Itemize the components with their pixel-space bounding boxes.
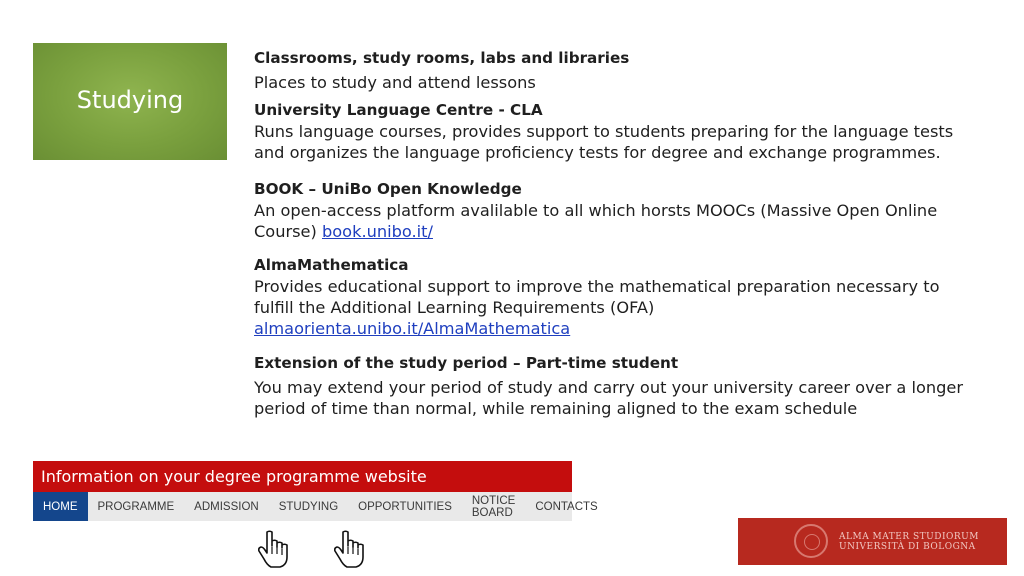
studying-title-box	[33, 43, 227, 160]
block-text: Provides educational support to improve the mathematical preparation necessary to fulfill the Additional Learning Requirements (OFA)	[254, 277, 940, 317]
nav-studying[interactable]: STUDYING	[278, 500, 339, 513]
seal-icon	[794, 524, 828, 558]
logo-text	[839, 532, 979, 552]
block-title: AlmaMathematica	[254, 256, 409, 274]
nav-admission[interactable]: ADMISSION	[194, 500, 259, 513]
block-text: Runs language courses, provides support to students preparing for the language tests and organizes the language proficiency tests for degree and exchange programmes.	[254, 122, 954, 162]
logo-line-2: UNIVERSITÀ DI BOLOGNA	[839, 541, 976, 552]
degree-website-header: Information on your degree programme website	[33, 461, 572, 492]
content-area	[254, 48, 984, 419]
nav-notice-board[interactable]: NOTICE BOARD	[471, 494, 516, 519]
almamathematica-link[interactable]: almaorienta.unibo.it/AlmaMathematica	[254, 319, 571, 338]
degree-website-box	[33, 461, 598, 521]
block-book	[254, 179, 984, 242]
block-part-time	[254, 353, 984, 419]
block-classrooms	[254, 48, 984, 93]
block-title: Classrooms, study rooms, labs and libraries	[254, 49, 630, 67]
nav-programme[interactable]: PROGRAMME	[97, 500, 175, 513]
block-text-body: An open-access platform avalilable to all which horsts MOOCs (Massive Open Online Course)	[254, 201, 938, 241]
block-text: Places to study and attend lessons	[254, 73, 536, 92]
studying-title: Studying	[76, 85, 184, 114]
block-almamathematica	[254, 255, 984, 339]
pointer-hand-icon	[258, 530, 288, 568]
block-cla	[254, 100, 984, 163]
block-text: You may extend your period of study and carry out your university career over a longer period of time than normal, while remaining aligned to the exam schedule	[254, 378, 964, 418]
nav-home[interactable]: HOME	[33, 492, 88, 521]
block-title: University Language Centre - CLA	[254, 101, 543, 119]
block-text	[254, 200, 984, 242]
block-title: Extension of the study period – Part-time student	[254, 354, 679, 372]
unibo-logo	[738, 518, 1007, 565]
degree-website-nav	[33, 492, 598, 521]
logo-line-1: ALMA MATER STUDIORUM	[839, 531, 979, 542]
block-title: BOOK – UniBo Open Knowledge	[254, 180, 522, 198]
nav-contacts[interactable]: CONTACTS	[535, 500, 598, 513]
nav-opportunities[interactable]: OPPORTUNITIES	[358, 500, 452, 513]
book-link[interactable]: book.unibo.it/	[322, 222, 433, 241]
pointer-hand-icon	[334, 530, 364, 568]
